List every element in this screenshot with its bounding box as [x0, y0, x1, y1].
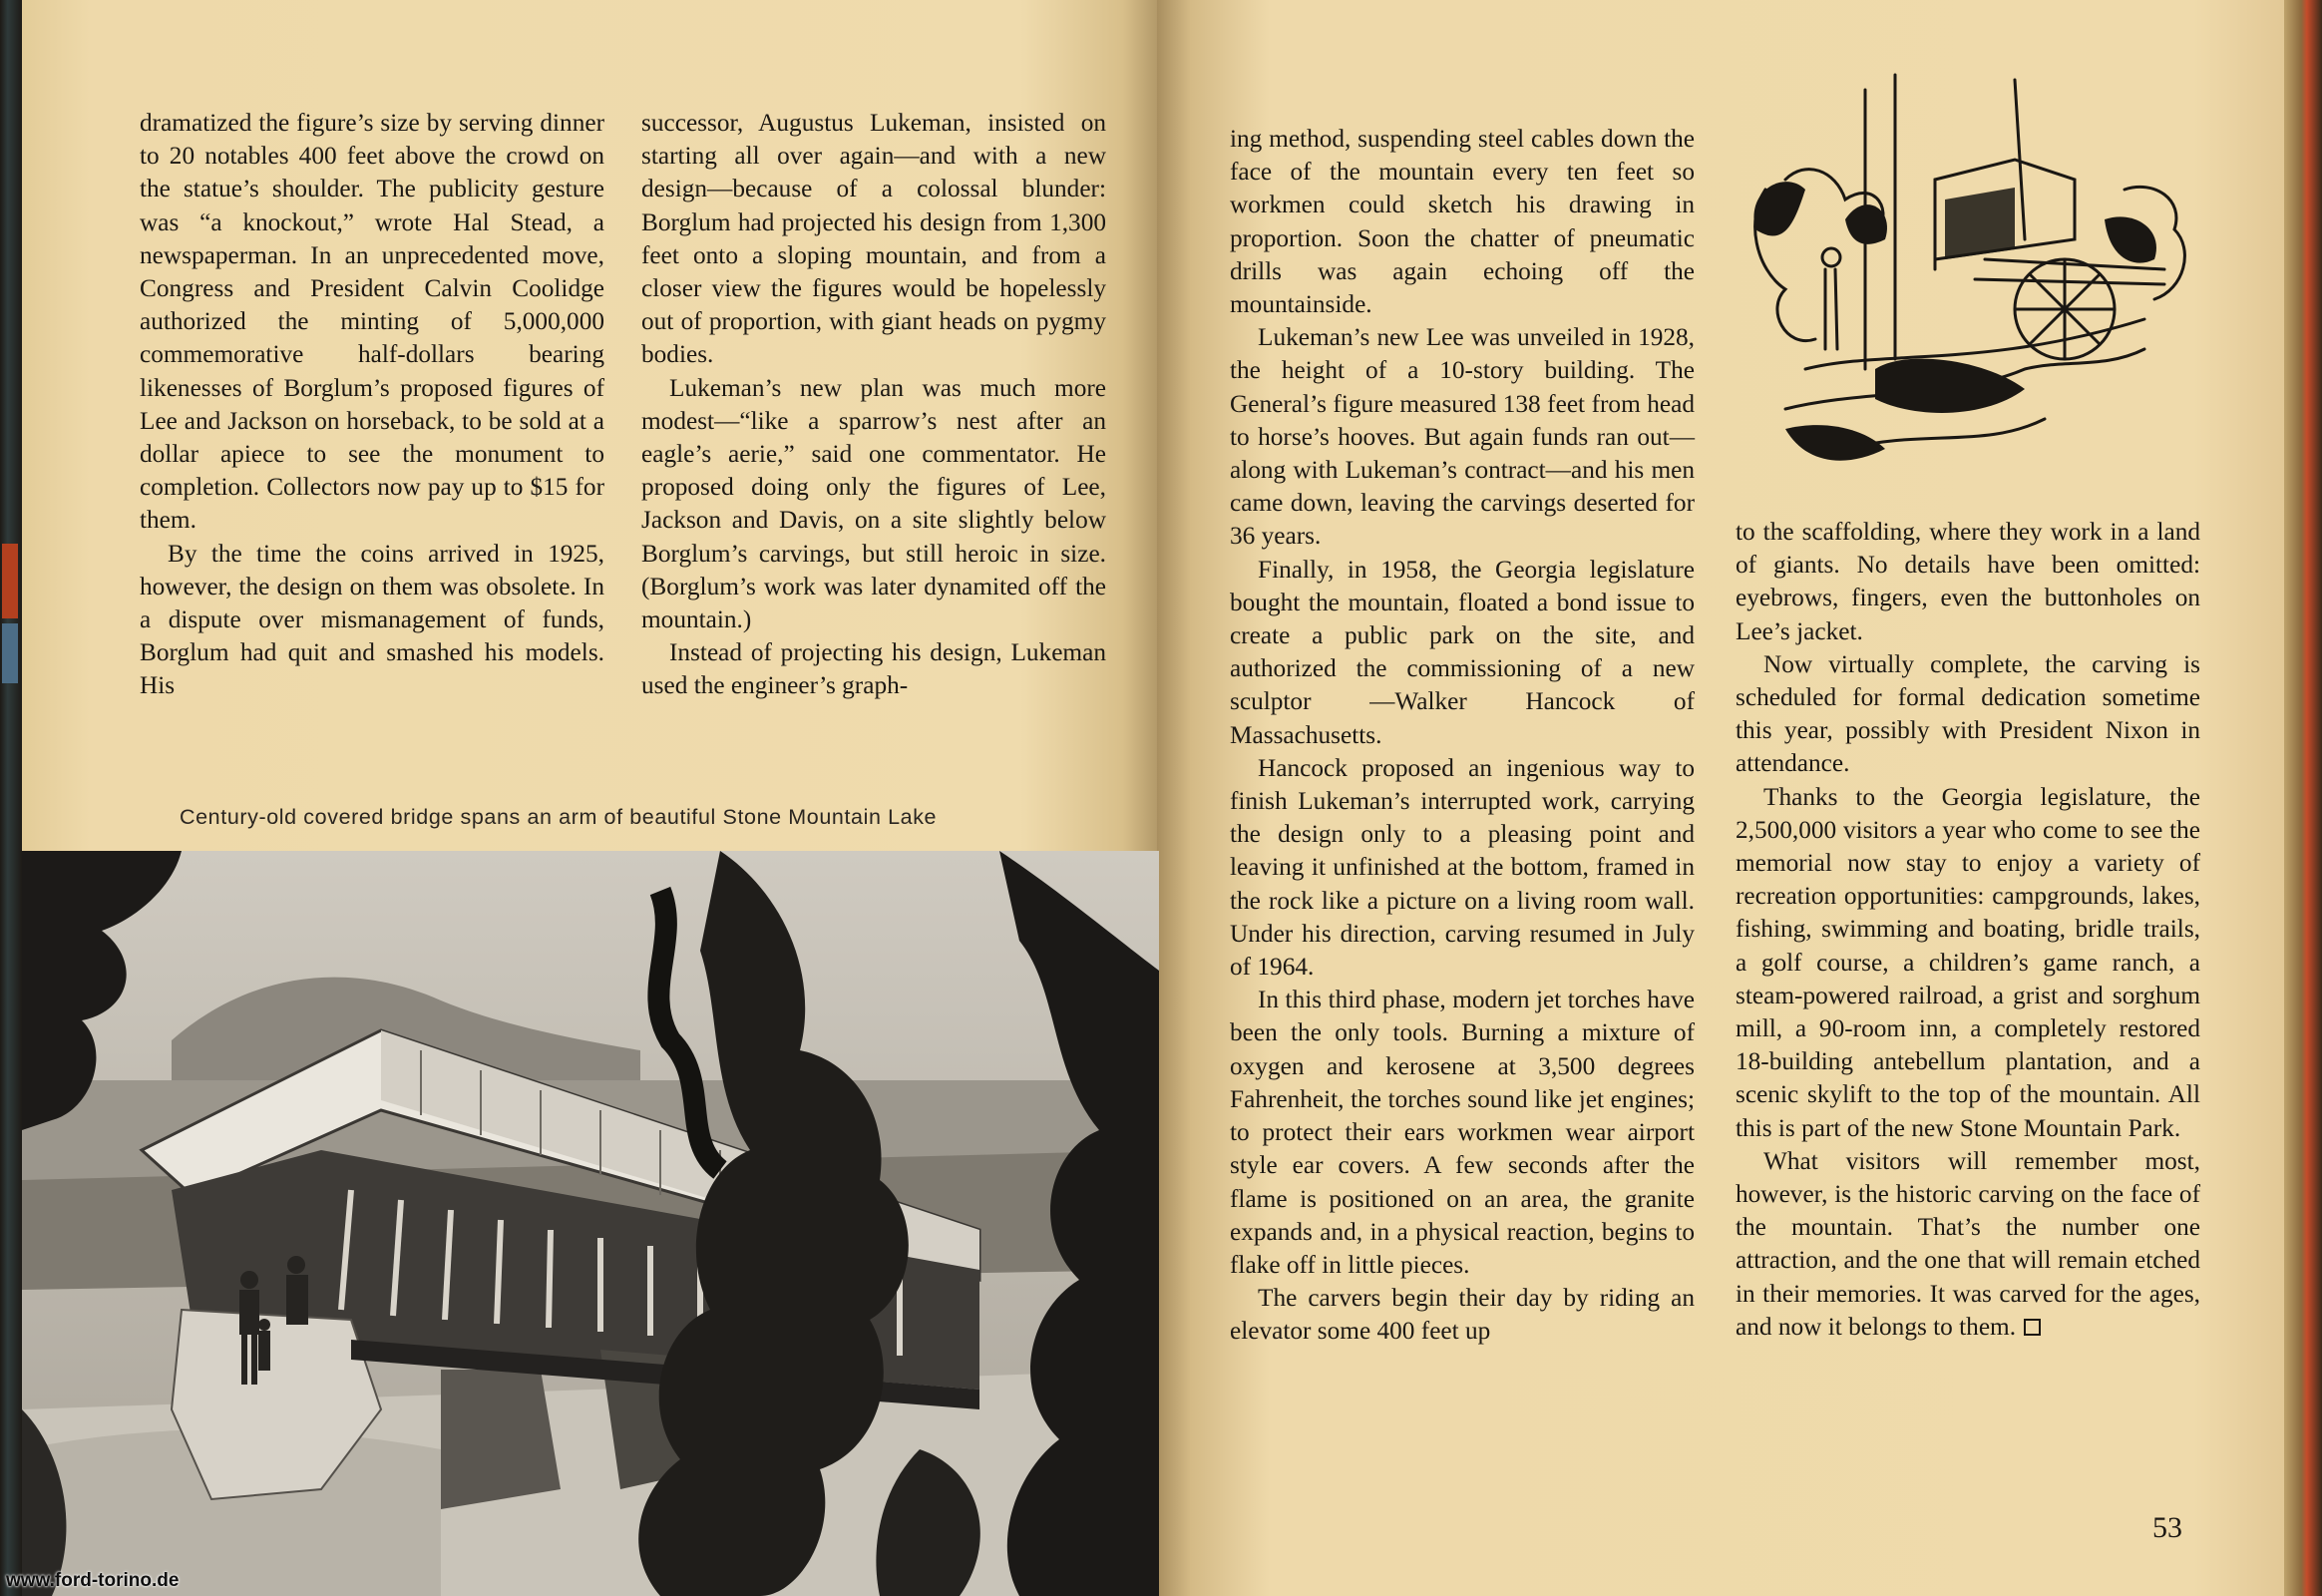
text-column-3	[1230, 123, 1695, 1349]
cover-stripe-red	[2, 544, 18, 618]
paragraph: Hancock proposed an ingenious way to finish Lukeman’s interrupted work, carrying the design only to a pleasing point and leaving it unfinished at the bottom, framed in the rock like a picture on a living room wall. Under his direction, carving resumed in July of 1964.	[1230, 753, 1695, 982]
cover-stripe-blue	[2, 623, 18, 683]
grist-mill-sketch-icon	[1726, 70, 2204, 499]
page-number: 53	[2152, 1511, 2182, 1544]
covered-bridge-painting-icon	[22, 851, 1159, 1596]
paragraph: By the time the coins arrived in 1925, however, the design on them was obsolete. In a dispute over mismanagement of funds, Borglum had quit and smashed his models. His	[140, 539, 604, 700]
paragraph: The carvers begin their day by riding an elevator some 400 feet up	[1230, 1284, 1695, 1346]
watermark: www.ford-torino.de	[6, 1570, 180, 1591]
paragraph: Lukeman’s new Lee was unveiled in 1928, the height of a 10-story building. The General’s figure measured 138 feet from head to horse’s hooves. But again funds ran out—along with Lukeman’s contract—and his men came down, leaving the carvings deserted for 36 years.	[1230, 323, 1695, 551]
paragraph: In this third phase, modern jet torches have been the only tools. Burning a mixture of oxygen and kerosene at 3,500 degrees Fahrenheit, the torches sound like jet engines; to protect their ears workmen wear airport style ear covers. A few seconds after the flame is positioned on an area, the granite expands and, in a physical reaction, begins to flake off in little pieces.	[1230, 986, 1695, 1279]
end-of-article-box-icon	[2024, 1319, 2041, 1336]
binding-edge-right	[2284, 0, 2322, 1596]
text-column-2	[641, 107, 1106, 703]
paragraph: dramatized the figure’s size by serving dinner to 20 notables 400 feet above the crowd on the statue’s shoulder. The publicity gesture was “a knockout,” wrote Hal Stead, a newspaperman. In an unprecedented move, Congress and President Calvin Coolidge authorized the minting of 5,000,000 commemorative half-dollars bearing likenesses of Borglum’s proposed figures of Lee and Jackson on horseback, to be sold at a dollar apiece to see the monument to completion. Collectors now pay up to $15 for them.	[140, 109, 604, 535]
text-column-4	[1736, 516, 2200, 1344]
mill-sketch	[1726, 70, 2204, 499]
paragraph-text: What visitors will remember most, however, is the historic carving on the face of the mountain. That’s the number one attraction, and the one that will remain etched in their memories. It was carved for the ages, and now it belongs to them.	[1736, 1146, 2200, 1341]
paragraph: ing method, suspending steel cables down the face of the mountain every ten feet so workmen could sketch his drawing in proportion. Soon the chatter of pneumatic drills was again echoing off the mountainside.	[1230, 125, 1695, 319]
paragraph: to the scaffolding, where they work in a land of giants. No details have been omitted: eyebrows, fingers, even the buttonholes on Lee’s jacket.	[1736, 518, 2200, 645]
binding-edge-left	[0, 0, 22, 1596]
paragraph: Now virtually complete, the carving is scheduled for formal dedication sometime this year, possibly with President Nixon in attendance.	[1736, 649, 2200, 778]
text-column-1	[140, 107, 604, 703]
covered-bridge-photo	[22, 851, 1159, 1596]
photo-caption: Century-old covered bridge spans an arm of beautiful Stone Mountain Lake	[180, 805, 938, 829]
paragraph: Instead of projecting his design, Lukeman used the engineer’s graph-	[641, 638, 1106, 700]
paragraph: Finally, in 1958, the Georgia legislature bought the mountain, floated a bond issue to create a public park on the site, and authorized the commissioning of a new sculptor —Walker Hancock of Massachusetts.	[1230, 555, 1695, 749]
paragraph: Lukeman’s new plan was much more modest—“like a sparrow’s nest after an eagle’s aerie,” said one commentator. He proposed doing only the figures of Lee, Jackson and Davis, on a site slightly below Borglum’s carvings, but still heroic in size. (Borglum’s work was later dynamited off the mountain.)	[641, 373, 1106, 634]
paragraph: successor, Augustus Lukeman, insisted on starting all over again—and with a new design—because of a colossal blunder: Borglum had projected his design from 1,300 feet onto a sloping mountain, and from a closer view the figures would be hopelessly out of proportion, with giant heads on pygmy bodies.	[641, 109, 1106, 369]
paragraph	[1736, 1145, 2200, 1344]
paragraph: Thanks to the Georgia legislature, the 2,500,000 visitors a year who come to see the memorial now stay to enjoy a variety of recreation opportunities: campgrounds, lakes, fishing, swimming and boating, bridle trails, a golf course, a children’s game ranch, a steam-powered railroad, a grist and sorghum mill, a 90-room inn, a completely restored 18-building antebellum plantation, and a scenic skylift to the top of the mountain. All this is part of the new Stone Mountain Park.	[1736, 782, 2200, 1142]
